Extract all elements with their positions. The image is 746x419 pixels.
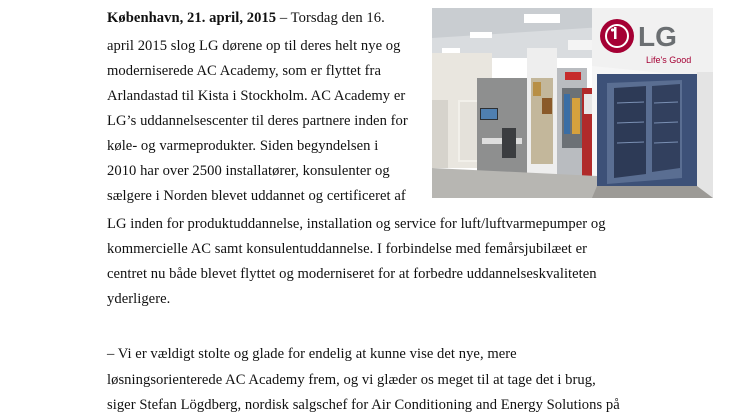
article-line: 2010 har over 2500 installatører, konsulenter og — [107, 163, 390, 179]
article-line: LG’s uddannelsescenter til deres partnere inden for — [107, 113, 408, 129]
quote-line: siger Stefan Lögdberg, nordisk salgschef for Air Conditioning and Energy Solutions på — [107, 397, 620, 413]
article-line: Arlandastad til Kista i Stockholm. AC Academy er — [107, 88, 406, 104]
article-line: LG inden for produktuddannelse, installation og service for luft/luftvarmepumper og — [107, 216, 606, 232]
article-line-1 — [107, 9, 385, 27]
quote-line: løsningsorienterede AC Academy frem, og vi glæder os meget til at tage det i brug, — [107, 372, 596, 388]
tagline-label: Life's Good — [646, 55, 692, 65]
dateline: København, 21. april, 2015 — [107, 10, 277, 26]
article-line: kommercielle AC samt konsulentuddannelse. I forbindelse med femårsjubilæet er — [107, 241, 588, 257]
article-line: moderniserede AC Academy, som er flyttet fra — [107, 63, 381, 79]
brand-label: LG — [638, 21, 677, 52]
article-line: april 2015 slog LG dørene op til deres helt nye og — [107, 38, 401, 54]
article-text: – Torsdag den 16. — [276, 10, 385, 26]
quote-line: – Vi er vældigt stolte og glade for endelig at kunne vise det nye, mere — [107, 346, 517, 362]
academy-photo — [432, 8, 713, 198]
article-line: centret nu både blevet flyttet og moderniseret for at forbedre uddannelseskvaliteten — [107, 266, 597, 282]
article-line: sælgere i Norden blevet uddannet og certificeret af — [107, 188, 406, 204]
article-line: køle- og varmeprodukter. Siden begyndelsen i — [107, 138, 379, 154]
article-line: yderligere. — [107, 291, 171, 307]
